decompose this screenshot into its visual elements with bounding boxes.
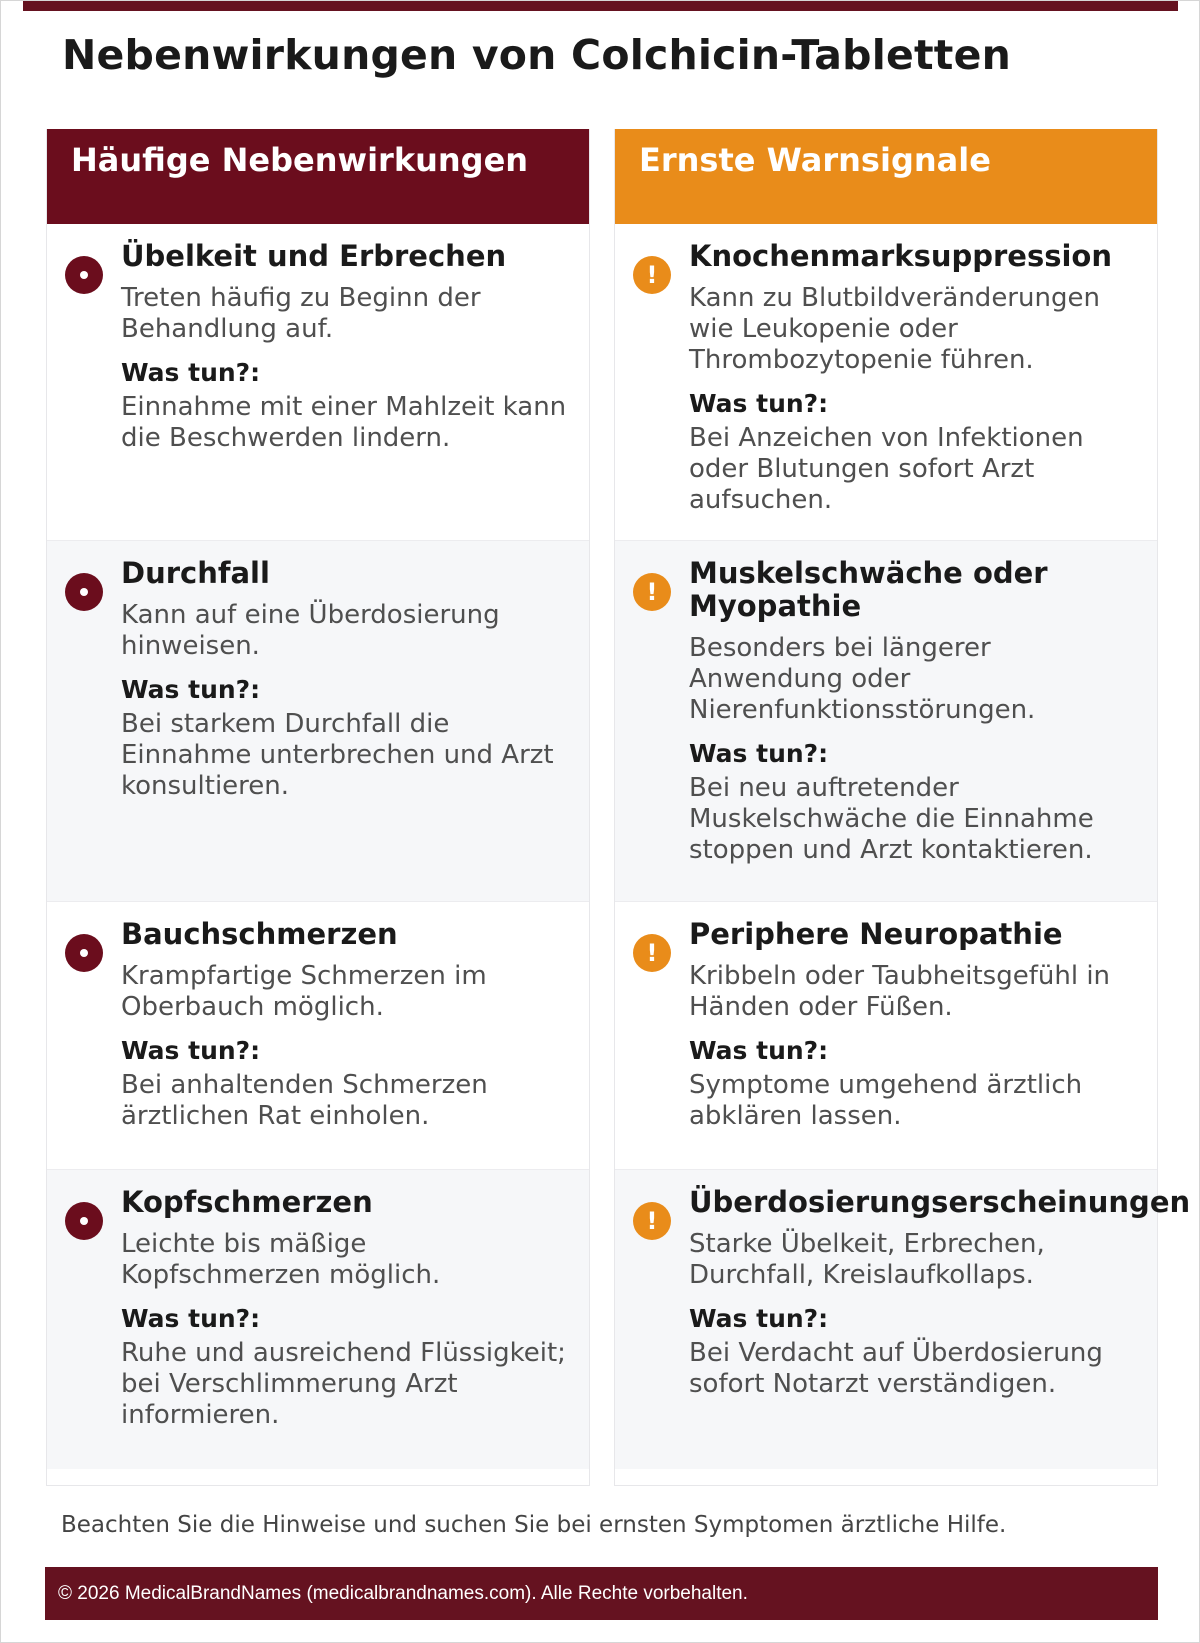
top-accent-bar (23, 1, 1178, 11)
action-text: Bei neu auftretender Muskelschwäche die Einnahme stoppen und Arzt kontaktieren. (689, 773, 1094, 865)
warning-title: Periphere Neuropathie (689, 917, 1063, 951)
page-title: Nebenwirkungen von Colchicin-Tabletten (62, 31, 1011, 79)
action-text: Ruhe und ausreichend Flüssigkeit; bei Verschlimmerung Arzt informieren. (121, 1338, 566, 1430)
warning-title: Überdosierungserscheinungen (689, 1185, 1191, 1219)
action-label: Was tun?: (689, 1304, 829, 1333)
warning-title: Knochenmarksuppression (689, 239, 1112, 273)
warning-title: Muskelschwäche oder Myopathie (689, 556, 1048, 623)
serious-warnings-header: Ernste Warnsignale (615, 129, 1157, 224)
action-text: Bei Verdacht auf Überdosierung sofort Notarzt verständigen. (689, 1338, 1103, 1399)
exclamation-circle-icon: ! (633, 573, 671, 611)
action-text: Bei anhaltenden Schmerzen ärztlichen Rat einholen. (121, 1070, 488, 1131)
action-label: Was tun?: (689, 389, 829, 418)
dot-circle-icon (65, 934, 103, 972)
action-text: Einnahme mit einer Mahlzeit kann die Beschwerden lindern. (121, 392, 567, 453)
side-effect-description: Kann auf eine Überdosierung hinweisen. (121, 600, 500, 661)
side-effect-card (47, 224, 589, 540)
action-label: Was tun?: (121, 358, 261, 387)
side-effect-title: Bauchschmerzen (121, 917, 398, 951)
copyright-bar: © 2026 MedicalBrandNames (medicalbrandnames.com). Alle Rechte vorbehalten. (45, 1567, 1158, 1620)
footer-note: Beachten Sie die Hinweise und suchen Sie bei ernsten Symptomen ärztliche Hilfe. (61, 1512, 1007, 1538)
warning-card (615, 901, 1157, 1169)
warning-card (615, 224, 1157, 540)
side-effect-title: Durchfall (121, 556, 270, 590)
action-text: Bei Anzeichen von Infektionen oder Blutungen sofort Arzt aufsuchen. (689, 423, 1084, 515)
warning-description: Kann zu Blutbildveränderungen wie Leukopenie oder Thrombozytopenie führen. (689, 283, 1100, 375)
warning-description: Kribbeln oder Taubheitsgefühl in Händen oder Füßen. (689, 961, 1111, 1022)
action-label: Was tun?: (121, 1304, 261, 1333)
side-effect-description: Leichte bis mäßige Kopfschmerzen möglich. (121, 1229, 441, 1290)
serious-warnings-column (614, 129, 1191, 1486)
action-text: Bei starkem Durchfall die Einnahme unterbrechen und Arzt konsultieren. (121, 709, 554, 801)
side-effect-title: Kopfschmerzen (121, 1185, 373, 1219)
dot-circle-icon (65, 256, 103, 294)
dot-circle-icon (65, 573, 103, 611)
side-effect-card (47, 1169, 589, 1469)
warning-description: Starke Übelkeit, Erbrechen, Durchfall, Kreislaufkollaps. (689, 1229, 1045, 1290)
exclamation-circle-icon: ! (633, 934, 671, 972)
exclamation-circle-icon: ! (633, 1202, 671, 1240)
warning-card (615, 540, 1157, 901)
side-effect-card (47, 901, 589, 1169)
warning-description: Besonders bei längerer Anwendung oder Nierenfunktionsstörungen. (689, 633, 1036, 725)
action-label: Was tun?: (121, 675, 261, 704)
action-label: Was tun?: (689, 739, 829, 768)
common-side-effects-column (46, 129, 590, 1486)
side-effect-title: Übelkeit und Erbrechen (121, 239, 507, 273)
side-effect-description: Treten häufig zu Beginn der Behandlung auf. (121, 283, 481, 344)
dot-circle-icon (65, 1202, 103, 1240)
side-effect-card (47, 540, 589, 901)
common-side-effects-header: Häufige Nebenwirkungen (47, 129, 589, 224)
exclamation-circle-icon: ! (633, 256, 671, 294)
action-label: Was tun?: (689, 1036, 829, 1065)
warning-card (615, 1169, 1191, 1469)
side-effect-description: Krampfartige Schmerzen im Oberbauch möglich. (121, 961, 487, 1022)
action-label: Was tun?: (121, 1036, 261, 1065)
action-text: Symptome umgehend ärztlich abklären lassen. (689, 1070, 1083, 1131)
